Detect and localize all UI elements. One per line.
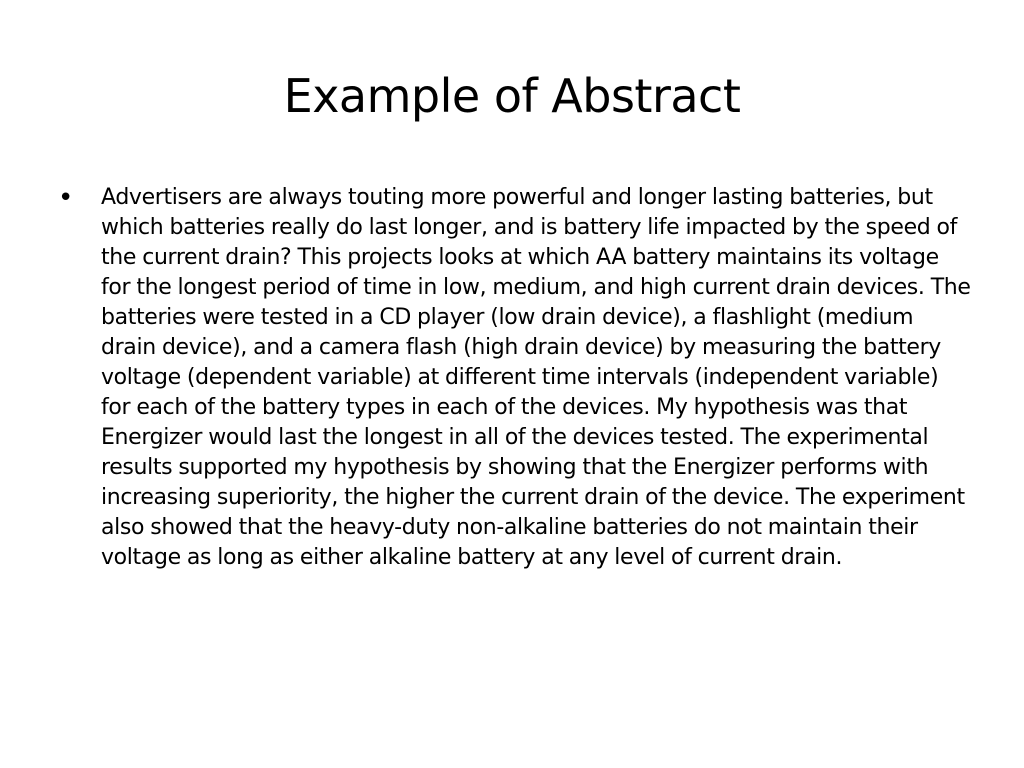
slide-content [58,183,978,573]
bullet-item [58,183,978,573]
slide-title: Example of Abstract [283,69,741,123]
bullet-dot-icon: • [58,183,74,213]
abstract-text: Advertisers are always touting more powerful and longer lasting batteries, but which batteries really do last longer, and is battery life impacted by the speed of the current drain? This projects looks at which AA battery maintains its voltage for the longest period of time in low, medium, and high current drain devices. The batteries were tested in a CD player (low drain device), a flashlight (medium drain device), and a camera flash (high drain device) by measuring the battery voltage (dependent variable) at different time intervals (independent variable) for each of the battery types in each of the devices. My hypothesis was that Energizer would last the longest in all of the devices tested. The experimental results supported my hypothesis by showing that the Energizer performs with increasing superiority, the higher the current drain of the device. The experiment also showed that the heavy-duty non-alkaline batteries do not maintain their voltage as long as either alkaline battery at any level of current drain. [101,185,971,570]
